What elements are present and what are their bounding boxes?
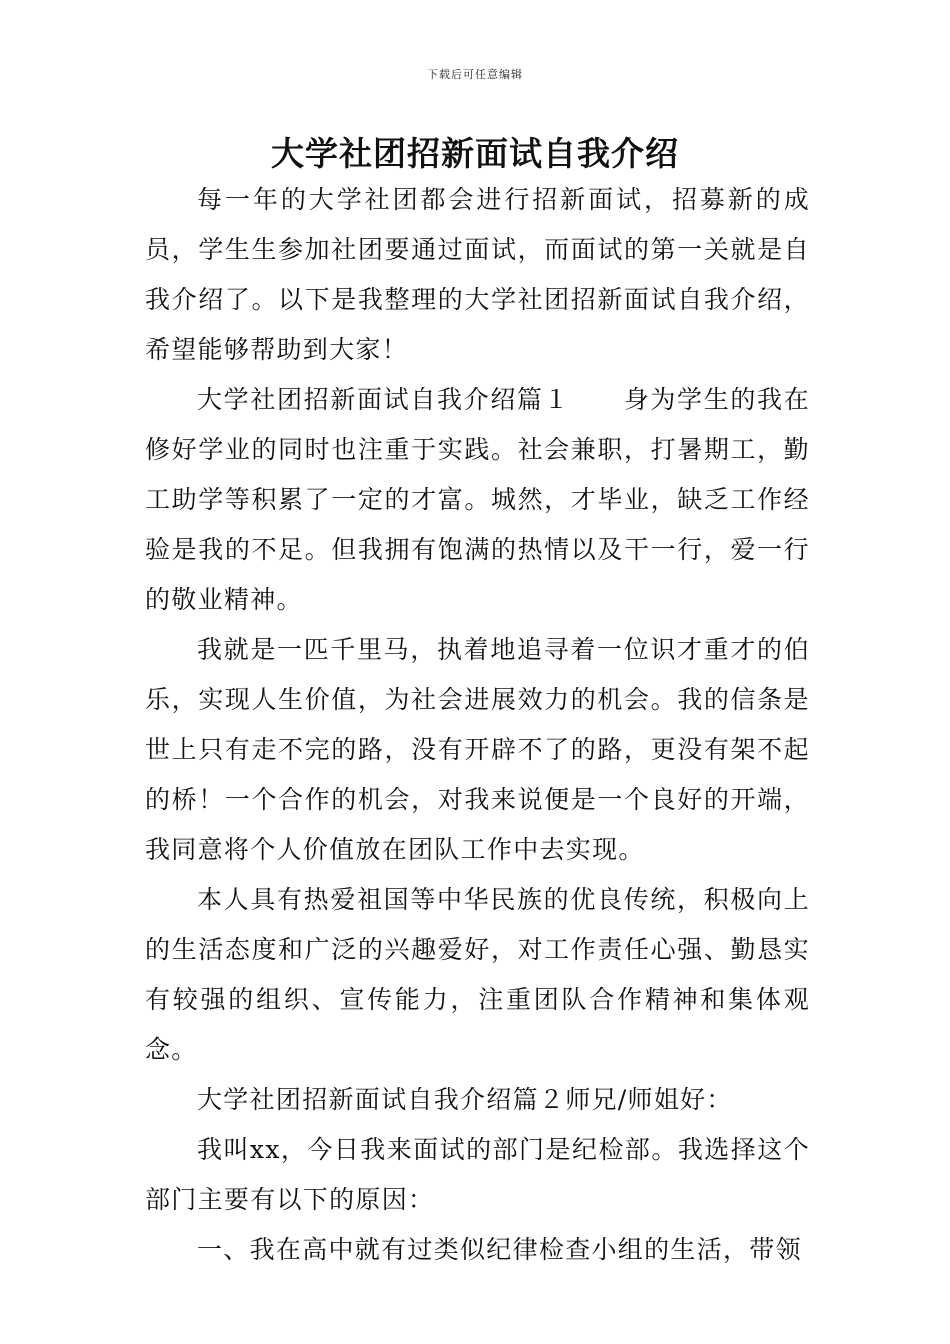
paragraph-section-1: 大学社团招新面试自我介绍篇１ 身为学生的我在修好学业的同时也注重于实践。社会兼职，打暑期工，勤工助学等积累了一定的才富。城然，才毕业，缺乏工作经验是我的不足。但我拥有饱满的热情以及干一行，爱一行的敬业精神。 bbox=[145, 385, 810, 614]
document-body bbox=[145, 175, 810, 1275]
paragraph-section-2-heading: 大学社团招新面试自我介绍篇２师兄/师姐好： bbox=[197, 1085, 733, 1114]
paragraph-self-intro: 我叫xx，今日我来面试的部门是纪检部。我选择这个部门主要有以下的原因： bbox=[145, 1135, 810, 1214]
paragraph-reason-1: 一、我在高中就有过类似纪律检查小组的生活，带领 bbox=[197, 1235, 802, 1264]
paragraph-qianlima: 我就是一匹千里马，执着地追寻着一位识才重才的伯乐，实现人生价值，为社会进展效力的机会。我的信条是世上只有走不完的路，没有开辟不了的路，更没有架不起的桥！一个合作的机会，对我来说便是一个良好的开端，我同意将个人价值放在团队工作中去实现。 bbox=[145, 635, 810, 864]
document-title: 大学社团招新面试自我介绍 bbox=[271, 134, 679, 173]
page-header-note: 下载后可任意编辑 bbox=[427, 68, 523, 81]
paragraph-qualities: 本人具有热爱祖国等中华民族的优良传统，积极向上的生活态度和广泛的兴趣爱好，对工作责任心强、勤恳实有较强的组织、宣传能力，注重团队合作精神和集体观念。 bbox=[145, 885, 810, 1064]
paragraph-intro: 每一年的大学社团都会进行招新面试，招募新的成员，学生生参加社团要通过面试，而面试的第一关就是自我介绍了。以下是我整理的大学社团招新面试自我介绍，希望能够帮助到大家！ bbox=[145, 185, 810, 364]
